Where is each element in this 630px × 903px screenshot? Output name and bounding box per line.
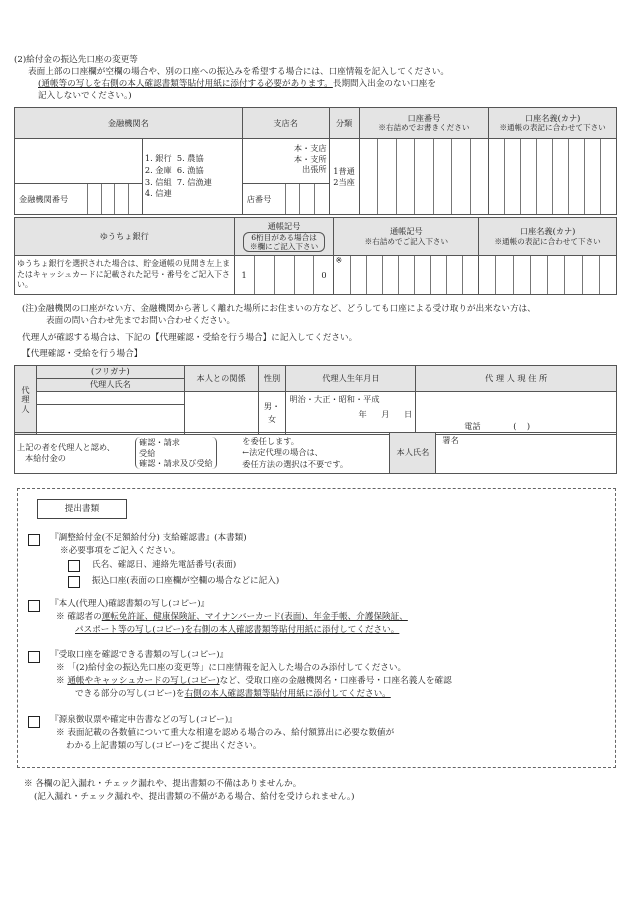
doc2-title: 『本人(代理人)確認書類の写し(コピー)』 — [50, 599, 210, 609]
branch-name-header: 支店名 — [242, 108, 329, 139]
section-2-heading: (2)給付金の振込先口座の変更等 — [14, 55, 138, 65]
bank-type-options: 1. 銀行 5. 農協 2. 金庫 6. 漁協 3. 信組 7. 信漁連 4. 信連 — [142, 139, 242, 215]
doc3-title: 『受取口座を確認できる書類の写し(コピー)』 — [50, 650, 229, 660]
proxy-furigana-header: (フリガナ) — [36, 366, 184, 379]
account-holder-note: ※通帳の表記に合わせて下さい — [499, 123, 606, 133]
section-2-line2 — [38, 79, 436, 91]
section-2-line1: 表面上部の口座欄が空欄の場合や、別の口座への振込みを希望する場合には、口座情報を記入してください。 — [28, 67, 449, 77]
doc1-checkbox[interactable] — [28, 534, 40, 546]
doc4-line1: ※ 表面記載の各数値について重大な相違を認める場合のみ、給付額算出に必要な数値が — [56, 728, 395, 738]
note-no-bank-account-2: 表面の問い合わせ先までお問い合わせください。 — [46, 316, 236, 326]
yucho-number-header — [334, 218, 479, 256]
footer-warning: (記入漏れ・チェック漏れや、提出書類の不備がある場合、給付を受けられません。) — [34, 792, 355, 802]
doc4-line2: わかる上記書類の写し(コピー)をご提出ください。 — [66, 741, 262, 751]
legal-proxy-note-1: ←法定代理の場合は、 — [242, 447, 323, 458]
delegation-suffix: を委任します。 — [242, 436, 299, 447]
yucho-bank-header: ゆうちょ銀行 — [15, 218, 235, 256]
yucho-number-label: 通帳記号 — [389, 226, 423, 237]
section-2-line3: 記入しないでください。) — [38, 91, 132, 101]
doc2-line1: ※ 確認者の運転免許証、健康保険証、マイナンバーカード(表面)、年金手帳、介護保険証、 — [56, 612, 408, 622]
section-2-line2-underlined: (通帳等の写しを右側の本人確認書類等貼付用紙に添付する必要があります。 — [38, 79, 333, 89]
yucho-symbol-note: 6桁目がある場合は ※欄にご記入下さい — [243, 232, 326, 252]
account-type-header: 分類 — [329, 108, 359, 139]
yucho-holder-label: 口座名義(カナ) — [519, 226, 576, 237]
proxy-sex-field[interactable]: 男・女 — [258, 392, 286, 435]
doc1-title: 『調整給付金(不足額給付分) 支給確認書』(本書類) — [50, 533, 247, 543]
yucho-holder-note: ※通帳の表記に合わせて下さい — [494, 236, 601, 246]
doc1-check2-checkbox[interactable] — [68, 576, 80, 588]
doc2-checkbox[interactable] — [28, 600, 40, 612]
yucho-symbol-first-digit: 1 — [241, 269, 247, 280]
account-number-boxes[interactable] — [359, 139, 489, 215]
option-confirm-claim[interactable]: 確認・請求 — [139, 437, 180, 448]
doc3-checkbox[interactable] — [28, 651, 40, 663]
delegation-options[interactable] — [135, 437, 217, 469]
proxy-name-field[interactable] — [36, 405, 184, 435]
delegation-text-cell — [15, 433, 241, 474]
delegation-table — [14, 432, 617, 474]
proxy-intro: 代理人が確認する場合は、下記の【代理確認・受給を行う場合】に記入してください。 — [22, 333, 358, 343]
signature-label: 署名 — [442, 435, 459, 445]
note-no-bank-account: (注)金融機関の口座がない方、金融機関から著しく離れた場所にお住まいの方など、どうしても口座による受け取りが出来ない方は、 — [22, 304, 536, 314]
doc1-check1-label: 氏名、確認日、連絡先電話番号(表面) — [92, 560, 237, 570]
yucho-number-note: ※右詰めでご記入下さい — [364, 236, 449, 246]
yucho-holder-header — [479, 218, 617, 256]
yucho-holder-field[interactable] — [479, 256, 617, 295]
doc1-sub: ※必要事項をご記入ください。 — [60, 546, 181, 556]
yucho-symbol-boxes[interactable] — [234, 256, 334, 295]
doc1-check1-checkbox[interactable] — [68, 560, 80, 572]
documents-title: 提出書類 — [37, 499, 127, 519]
bank-code-label: 金融機関番号 — [19, 193, 69, 204]
account-holder-label: 口座名義(カナ) — [524, 112, 581, 123]
proxy-side-label: 代理人 — [15, 366, 37, 435]
branch-type-options: 本・支店 本・支所 出張所 — [242, 139, 329, 184]
account-holder-header — [489, 108, 617, 139]
bank-name-header: 金融機関名 — [15, 108, 243, 139]
proxy-birth-field[interactable] — [286, 392, 416, 435]
yucho-star-box: ※ — [335, 256, 343, 265]
bank-account-table — [14, 107, 617, 215]
doc3-line3: できる部分の写し(コピー)を右側の本人確認書類等貼付用紙に添付してください。 — [75, 689, 391, 699]
branch-code-label: 店番号 — [246, 193, 272, 204]
signature-field[interactable] — [436, 433, 617, 474]
footer-check-note: ※ 各欄の記入漏れ・チェック漏れや、提出書類の不備はありませんか。 — [24, 779, 302, 789]
yucho-number-boxes[interactable] — [334, 256, 479, 295]
proxy-ymd-label: 年 月 日 — [358, 408, 413, 419]
doc3-line1: ※ 「(2)給付金の振込先口座の変更等」に口座情報を記入した場合のみ添付してください。 — [56, 663, 407, 673]
proxy-name-header: 代理人氏名 — [36, 379, 184, 392]
proxy-relation-field[interactable] — [184, 392, 258, 435]
account-type-options: 1普通 2当座 — [329, 139, 359, 215]
proxy-table — [14, 365, 617, 435]
yucho-symbol-last-digit: 0 — [321, 269, 327, 280]
branch-code-field[interactable] — [242, 184, 329, 215]
account-number-note: ※右詰めでお書きください — [378, 123, 470, 133]
proxy-era-options: 明治・大正・昭和・平成 — [289, 394, 380, 404]
option-receive[interactable]: 受給 — [139, 447, 156, 458]
delegation-suffix-cell — [240, 433, 390, 474]
doc4-title: 『源泉徴収票や確定申告書などの写し(コピー)』 — [50, 715, 237, 725]
doc2-line2: パスポート等の写し(コピー)を右側の本人確認書類等貼付用紙に添付してください。 — [75, 625, 400, 635]
doc3-line2: ※ 通帳やキャッシュカードの写し(コピー)など、受取口座の金融機関名・口座番号・口座名義人を確認 — [56, 676, 452, 686]
proxy-sex-header: 性別 — [258, 366, 286, 392]
proxy-address-header: 代 理 人 現 住 所 — [416, 366, 617, 392]
proxy-heading: 【代理確認・受給を行う場合】 — [22, 349, 143, 359]
proxy-phone-paren: ( ) — [513, 421, 531, 432]
proxy-furigana-field[interactable] — [36, 392, 184, 405]
bank-code-field[interactable] — [15, 184, 143, 215]
principal-name-label: 本人氏名 — [390, 433, 436, 474]
proxy-relation-header: 本人との関係 — [184, 366, 258, 392]
doc1-check2-label: 振込口座(表面の口座欄が空欄の場合などに記入) — [92, 576, 280, 586]
doc4-checkbox[interactable] — [28, 716, 40, 728]
yucho-symbol-label: 通帳記号 — [267, 221, 301, 232]
yucho-symbol-header — [234, 218, 334, 256]
account-holder-field[interactable] — [489, 139, 617, 215]
yucho-description: ゆうちょ銀行を選択された場合は、貯金通帳の見開き左上またはキャッシュカードに記載された記号・番号をご記入下さい。 — [15, 256, 235, 295]
proxy-address-field[interactable] — [416, 392, 617, 435]
proxy-birth-header: 代理人生年月日 — [286, 366, 416, 392]
account-number-header — [359, 108, 489, 139]
section-2-line2-rest: 長期間入出金のない口座を — [332, 79, 436, 89]
account-number-label: 口座番号 — [407, 112, 441, 123]
legal-proxy-note-2: 委任方法の選択は不要です。 — [242, 458, 349, 469]
delegation-prefix: 上記の者を代理人と認め、 本給付金の — [17, 442, 115, 463]
bank-name-field[interactable] — [15, 139, 143, 184]
proxy-phone-label: 電話 — [464, 421, 481, 432]
option-confirm-claim-receive[interactable]: 確認・請求及び受給 — [139, 458, 213, 469]
yucho-account-table — [14, 217, 617, 295]
